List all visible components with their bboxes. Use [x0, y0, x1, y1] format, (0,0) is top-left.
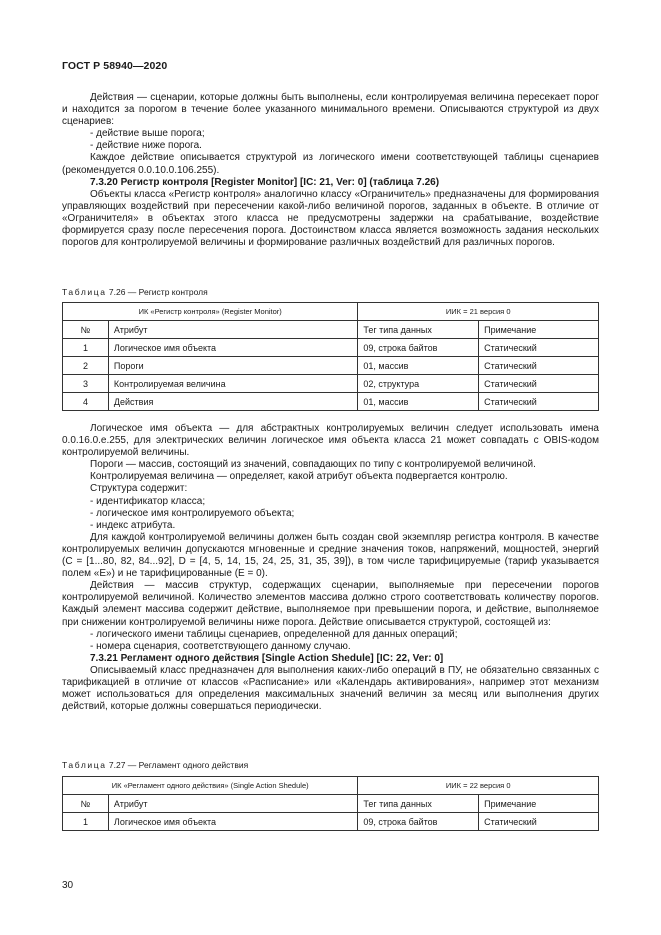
table-header-row: [63, 795, 599, 813]
table-cell: 3: [63, 375, 109, 393]
table-cell: Статический: [479, 339, 599, 357]
list-item: - логического имени таблицы сценариев, определенной для данных операций;: [90, 628, 458, 640]
table-cell: 1: [63, 339, 109, 357]
paragraph: Описываемый класс предназначен для выполнения каких-либо операций в ПУ, не обязательно связанных с тарификацией в отличие от классов «Расписание» или «Календарь активирования», например этот механизм может использоваться для определения максимальных значений величин за месяц или выполнения других действий, которые должны совершаться периодически.: [62, 664, 599, 713]
table-header-cell: Тег типа данных: [358, 321, 479, 339]
paragraph: Структура содержит:: [90, 483, 188, 495]
table-cell: Статический: [479, 393, 599, 411]
section-heading: 7.3.20 Регистр контроля [Register Monitor] [IC: 21, Ver: 0] (таблица 7.26): [90, 176, 440, 188]
register-monitor-table: [62, 302, 599, 411]
table2-caption: [62, 760, 248, 770]
table-cell: Статический: [479, 813, 599, 831]
table-header-cell: №: [63, 795, 109, 813]
text-block-1: [62, 92, 599, 249]
table1-ik-right: ИИК = 21 версия 0: [358, 303, 599, 321]
table-header-cell: №: [63, 321, 109, 339]
list-item: - логическое имя контролируемого объекта;: [90, 507, 295, 519]
text-block-2: [62, 423, 599, 713]
table1-ik-left: ИК «Регистр контроля» (Register Monitor): [63, 303, 358, 321]
page-number: 30: [62, 880, 74, 891]
table-header-row: [63, 321, 599, 339]
table-row: [63, 393, 599, 411]
paragraph: Объекты класса «Регистр контроля» аналогично классу «Ограничитель» предназначены для формирования управляющих воздействий при пересечении какой-либо величиной порогов, заданных в объекте. В отличие от «Ограничителя» в объектах этого класса не предусмотрены задержки на срабатывание, воздействие формируется сразу после пересечения порога. Достоинством класса является возможность задания нескольких порогов для контролируемой величины и формирование различных воздействий для различных порогов.: [62, 188, 599, 249]
table-header-cell: Примечание: [479, 321, 599, 339]
table-cell: 09, строка байтов: [358, 339, 479, 357]
table-row: [63, 357, 599, 375]
table-header-cell: Примечание: [479, 795, 599, 813]
list-item: - действие ниже порога.: [90, 140, 202, 152]
table-cell: Контролируемая величина: [108, 375, 357, 393]
table-cell: Статический: [479, 357, 599, 375]
paragraph: Действия — сценарии, которые должны быть выполнены, если контролируемая величина пересекает порог и находится за порогом в течение более указанного минимального времени. Описываются структурой из двух сценариев:: [62, 92, 599, 128]
paragraph: Действия — массив структур, содержащих сценарии, выполняемые при пересечении порогов контролируемой величиной. Количество элементов массива должно строго соответствовать количеству порогов. Каждый элемент массива содержит действие, выполняемое при превышении порога, и действие, выполняемое при снижении контролируемой величины ниже порога. Действие описывается структурой, состоящей из:: [62, 580, 599, 628]
table1-ik-row: [63, 303, 599, 321]
document-header: ГОСТ Р 58940—2020: [62, 60, 168, 72]
paragraph: Контролируемая величина — определяет, какой атрибут объекта подвергается контролю.: [90, 471, 508, 483]
list-item: - действие выше порога;: [90, 128, 205, 140]
paragraph: Логическое имя объекта — для абстрактных контролируемых величин следует использовать имена 0.0.16.0.e.255, для электрических величин логическое имя объекта класса 21 может совпадать с OBIS-кодом контролируемой величины.: [62, 423, 599, 459]
table-row: [63, 375, 599, 393]
list-item: - индекс атрибута.: [90, 519, 176, 531]
single-action-schedule-table: [62, 776, 599, 831]
table-cell: 09, строка байтов: [358, 813, 479, 831]
table1-caption-prefix: Таблица: [62, 287, 107, 297]
table-cell: Логическое имя объекта: [108, 339, 357, 357]
list-item: - номера сценария, соответствующего данному случаю.: [90, 640, 351, 652]
table-cell: Логическое имя объекта: [108, 813, 357, 831]
table-cell: 1: [63, 813, 109, 831]
paragraph: Пороги — массив, состоящий из значений, совпадающих по типу с контролируемой величиной.: [90, 459, 536, 471]
table-cell: 4: [63, 393, 109, 411]
list-item: - идентификатор класса;: [90, 495, 206, 507]
table2-ik-right: ИИК = 22 версия 0: [358, 777, 599, 795]
table-cell: Действия: [108, 393, 357, 411]
table-header-cell: Атрибут: [108, 795, 357, 813]
section-heading: 7.3.21 Регламент одного действия [Single Action Shedule] [IC: 22, Ver: 0]: [90, 652, 444, 664]
table1-caption-text: 7.26 — Регистр контроля: [108, 287, 208, 297]
table-header-cell: Тег типа данных: [358, 795, 479, 813]
table-row: [63, 339, 599, 357]
table-cell: 2: [63, 357, 109, 375]
table2-ik-left: ИК «Регламент одного действия» (Single Action Shedule): [63, 777, 358, 795]
table2-ik-row: [63, 777, 599, 795]
table-cell: Пороги: [108, 357, 357, 375]
table1-caption: [62, 287, 208, 297]
table2-caption-text: 7.27 — Регламент одного действия: [108, 760, 249, 770]
table-cell: 01, массив: [358, 357, 479, 375]
table-cell: 02, структура: [358, 375, 479, 393]
table-cell: Статический: [479, 375, 599, 393]
table2-caption-prefix: Таблица: [62, 760, 107, 770]
table-cell: 01, массив: [358, 393, 479, 411]
table-row: [63, 813, 599, 831]
paragraph: Для каждой контролируемой величины должен быть создан свой экземпляр регистра контроля. В качестве контролируемых величин допускаются мгновенные и средние значения токов, напряжений, мощностей, энергий (C = [1...80, 82, 84...92], D = [4, 5, 14, 15, 24, 25, 31, 35, 39]), в том числе тарифицируемые (тариф указывается полем «E») и не тарифицированные (E = 0).: [62, 531, 599, 580]
paragraph: Каждое действие описывается структурой из логического имени соответствующей таблицы сценариев (рекомендуется 0.0.10.0.106.255).: [62, 152, 599, 176]
table-header-cell: Атрибут: [108, 321, 357, 339]
